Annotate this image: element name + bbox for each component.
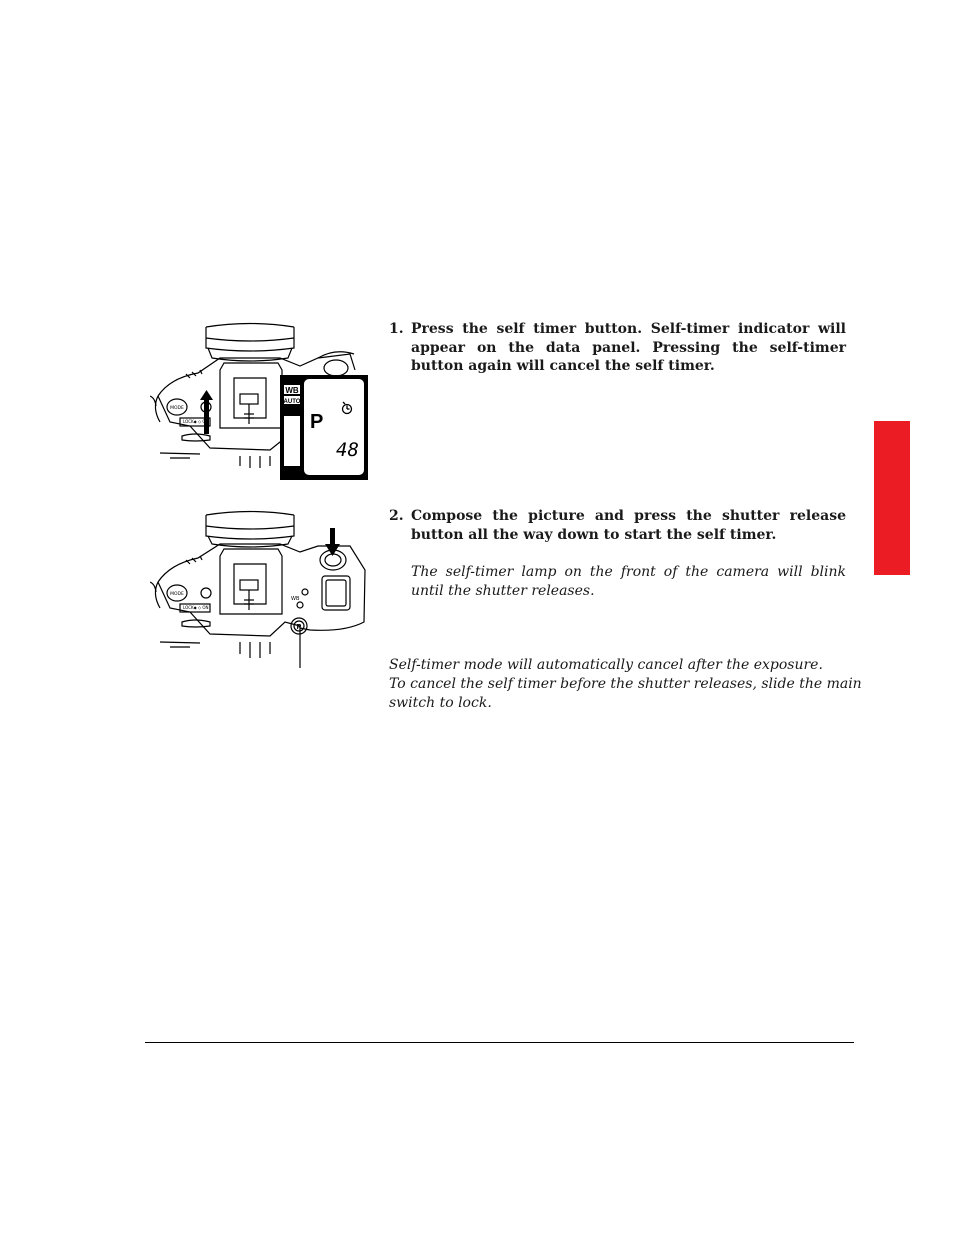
step-2-text: Compose the picture and press the shutter release button all the way down to start the self timer. (411, 508, 846, 543)
panel-mode-p: P (310, 411, 324, 433)
step-2-number: 2. (389, 508, 404, 524)
data-panel-inset (280, 375, 368, 480)
footer-rule (145, 1042, 854, 1043)
step-1-text: Press the self timer button. Self-timer indicator will appear on the data panel. Pressing the self-timer button again will cancel the self timer. (411, 321, 846, 374)
step-1-number: 1. (389, 321, 404, 337)
step-1 (389, 320, 846, 376)
up-arrow-icon (200, 390, 213, 434)
wb-label: WB (291, 596, 300, 602)
panel-auto-indicator: AUTO (283, 399, 301, 405)
camera-self-timer-illustration (150, 318, 368, 480)
section-tab (874, 421, 910, 575)
step-2 (389, 507, 846, 544)
panel-wb-indicator: WB (285, 386, 299, 395)
mode-button-label: MODE (170, 406, 184, 411)
down-arrow-icon (325, 528, 340, 556)
closing-note-line: To cancel the self timer before the shutter releases, slide the main (389, 676, 862, 692)
step-2-note: The self-timer lamp on the front of the camera will blink until the shutter releases. (411, 564, 846, 599)
mode-button-label: MODE (170, 592, 184, 597)
closing-note-line: switch to lock. (389, 695, 492, 711)
lock-switch-label: LOCK◆ ◇ ON (183, 419, 209, 424)
panel-frame-counter: 48 (336, 439, 359, 461)
lock-switch-label: LOCK◆ ◇ ON (183, 605, 209, 610)
closing-notes (389, 656, 862, 713)
camera-shutter-illustration (150, 510, 375, 670)
p-button-label: P (296, 624, 302, 631)
closing-note-line: Self-timer mode will automatically cancel after the exposure. (389, 657, 823, 673)
